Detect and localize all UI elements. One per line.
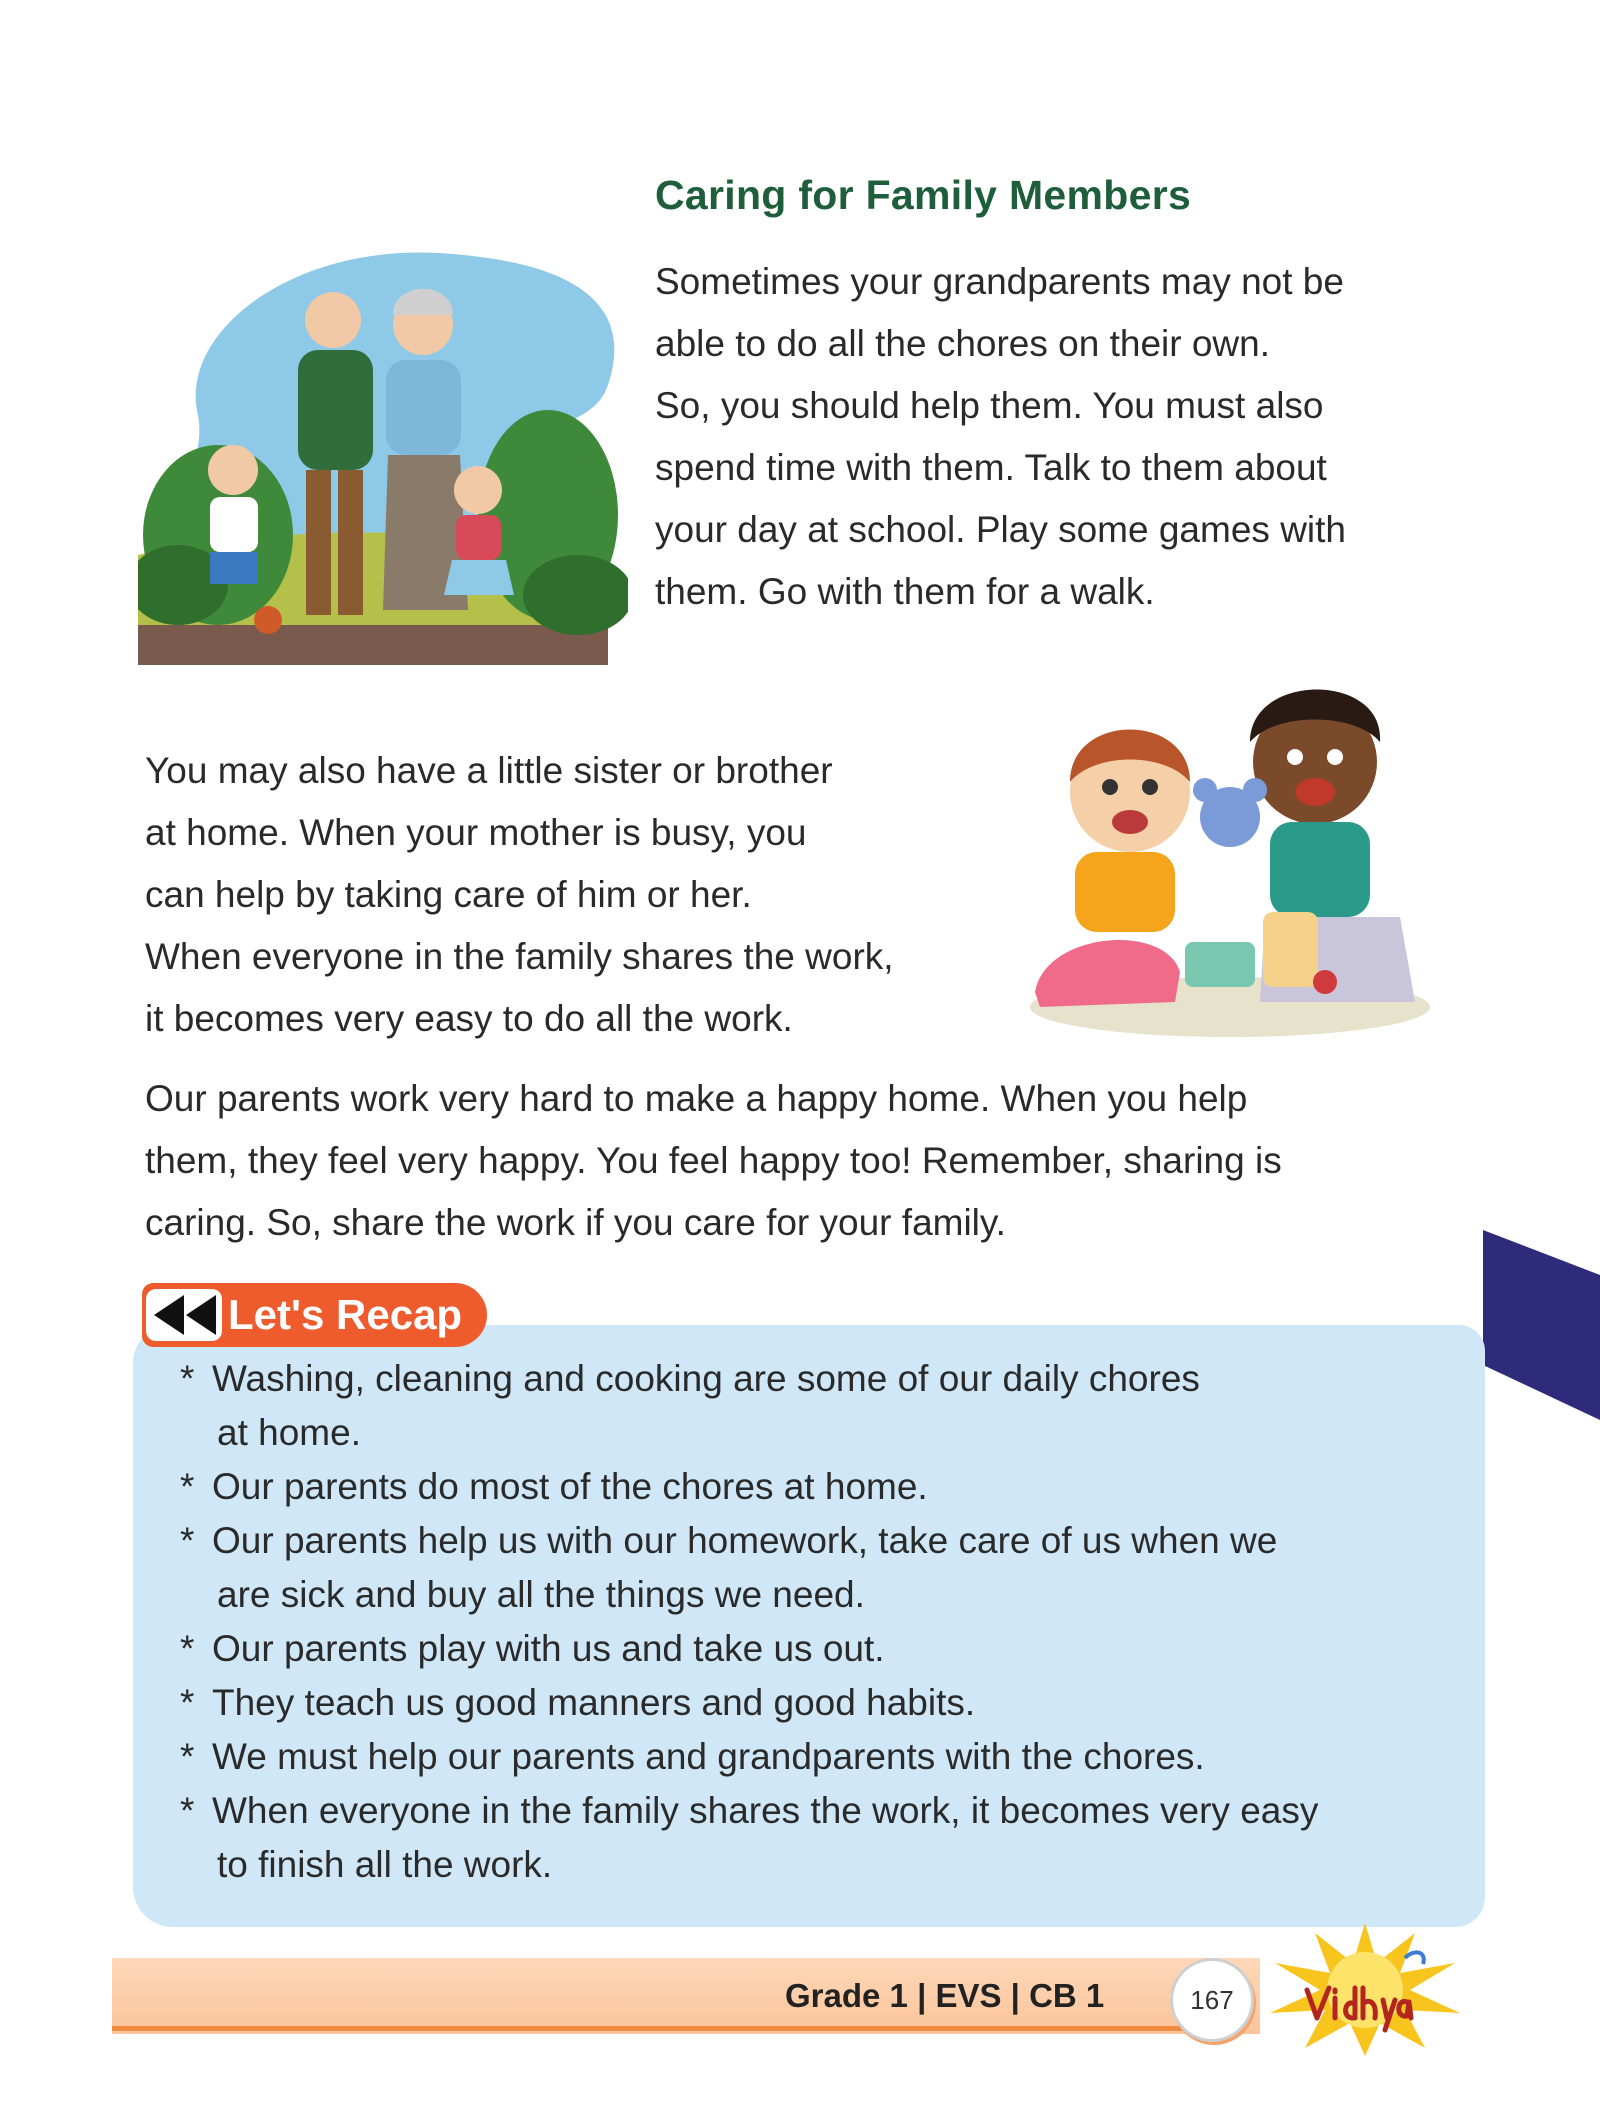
bullet: * bbox=[180, 1466, 195, 1507]
text-line: Our parents work very hard to make a happy home. When you help bbox=[145, 1078, 1248, 1119]
recap-item-continuation: to finish all the work. bbox=[217, 1844, 553, 1885]
recap-badge bbox=[142, 1283, 487, 1347]
recap-item bbox=[180, 1460, 1480, 1514]
page-number: 167 bbox=[1170, 1958, 1254, 2042]
text-line: When everyone in the family shares the work, bbox=[145, 936, 894, 977]
text-line: You may also have a little sister or brother bbox=[145, 750, 833, 791]
bullet: * bbox=[180, 1628, 195, 1669]
recap-item-text: They teach us good manners and good habits. bbox=[212, 1682, 976, 1723]
recap-item-text: Washing, cleaning and cooking are some of our daily chores bbox=[212, 1358, 1200, 1399]
text-line: caring. So, share the work if you care for your family. bbox=[145, 1202, 1006, 1243]
recap-item-continuation: are sick and buy all the things we need. bbox=[217, 1574, 865, 1615]
footer-divider bbox=[112, 2026, 1197, 2031]
bullet: * bbox=[180, 1520, 195, 1561]
paragraph-parents bbox=[145, 1068, 1485, 1254]
recap-list bbox=[180, 1352, 1480, 1892]
family-illustration bbox=[138, 225, 628, 680]
text-line: at home. When your mother is busy, you bbox=[145, 812, 807, 853]
recap-title: Let's Recap bbox=[228, 1291, 463, 1338]
recap-item-text: Our parents play with us and take us out. bbox=[212, 1628, 885, 1669]
bullet: * bbox=[180, 1736, 195, 1777]
kids-playing-illustration bbox=[1015, 672, 1440, 1042]
text-line: able to do all the chores on their own. bbox=[655, 323, 1270, 364]
section-title: Caring for Family Members bbox=[655, 172, 1192, 218]
recap-item-text: When everyone in the family shares the work, it becomes very easy bbox=[212, 1790, 1319, 1831]
recap-item bbox=[180, 1622, 1480, 1676]
paragraph-siblings bbox=[145, 740, 1005, 1050]
recap-item-text: Our parents help us with our homework, take care of us when we bbox=[212, 1520, 1278, 1561]
text-line: your day at school. Play some games with bbox=[655, 509, 1346, 550]
text-line: So, you should help them. You must also bbox=[655, 385, 1324, 426]
text-line: them, they feel very happy. You feel happy too! Remember, sharing is bbox=[145, 1140, 1282, 1181]
recap-item bbox=[180, 1784, 1480, 1892]
text-line: them. Go with them for a walk. bbox=[655, 571, 1155, 612]
recap-item bbox=[180, 1352, 1480, 1460]
recap-item-text: Our parents do most of the chores at home. bbox=[212, 1466, 928, 1507]
recap-item bbox=[180, 1730, 1480, 1784]
bullet: * bbox=[180, 1682, 195, 1723]
vidhya-logo bbox=[1255, 1918, 1475, 2058]
text-line: spend time with them. Talk to them about bbox=[655, 447, 1327, 488]
bullet: * bbox=[180, 1358, 195, 1399]
text-line: Sometimes your grandparents may not be bbox=[655, 261, 1344, 302]
text-line: can help by taking care of him or her. bbox=[145, 874, 752, 915]
paragraph-grandparents bbox=[655, 251, 1475, 623]
text-line: it becomes very easy to do all the work. bbox=[145, 998, 793, 1039]
rewind-icon bbox=[146, 1289, 222, 1341]
recap-item-text: We must help our parents and grandparents with the chores. bbox=[212, 1736, 1205, 1777]
bullet: * bbox=[180, 1790, 195, 1831]
recap-item bbox=[180, 1676, 1480, 1730]
recap-item-continuation: at home. bbox=[217, 1412, 361, 1453]
side-tab-decoration bbox=[1483, 1230, 1600, 1420]
footer-grade-subject: Grade 1 | EVS | CB 1 bbox=[785, 1977, 1105, 2014]
recap-item bbox=[180, 1514, 1480, 1622]
